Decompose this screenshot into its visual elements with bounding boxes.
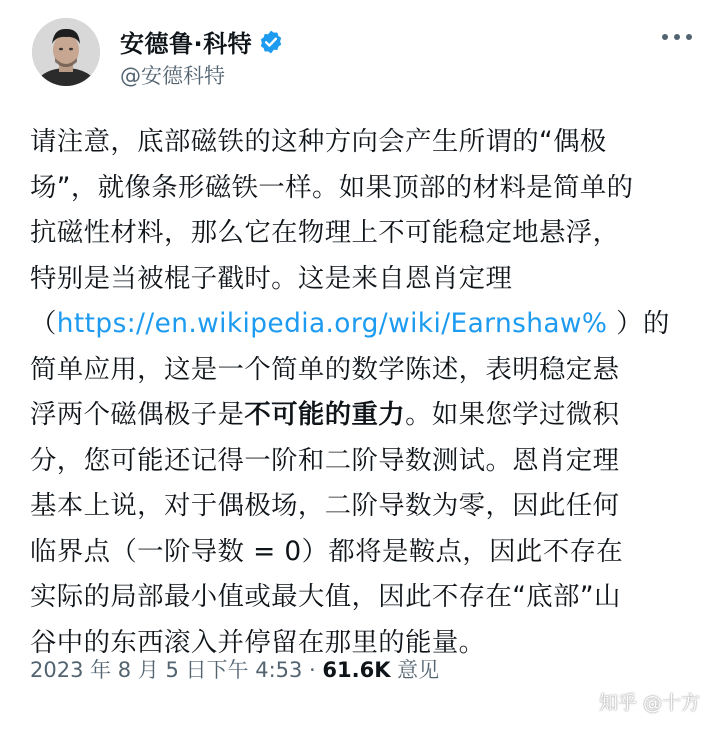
- tweet-line: 请注意，底部磁铁的这种方向会产生所谓的“偶极: [30, 126, 607, 157]
- avatar-photo: [32, 18, 100, 86]
- avatar[interactable]: [32, 18, 100, 86]
- tweet-line: 基本上说，对于偶极场，二阶导数为零，因此任何: [30, 490, 620, 521]
- tweet-header: [32, 18, 692, 88]
- bold-text: 不可能的重力: [244, 399, 406, 430]
- tweet-line: 临界点（一阶导数 = 0）都将是鞍点，因此不存在: [30, 535, 624, 567]
- tweet-line: 实际的局部最小值或最大值，因此不存在“底部”山: [30, 581, 621, 612]
- tweet-meta: [30, 654, 439, 684]
- author-name[interactable]: 安德鲁·科特: [120, 30, 253, 58]
- views-count: 61.6K: [322, 658, 391, 682]
- tweet-line-text: 。如果您学过微积: [405, 399, 620, 430]
- timestamp[interactable]: 2023 年 8 月 5 日下午 4:53 ·: [30, 658, 323, 682]
- tweet-line-text: ）的: [607, 308, 670, 339]
- more-options-icon[interactable]: [662, 32, 692, 42]
- tweet-line: [30, 392, 690, 438]
- tweet-line-text: （: [30, 308, 57, 339]
- author-handle[interactable]: @安德科特: [120, 64, 225, 88]
- tweet-line: 场”，就像条形磁铁一样。如果顶部的材料是简单的: [30, 171, 634, 203]
- tweet-line: 特别是当被棍子戳时。这是来自恩肖定理: [30, 262, 513, 294]
- tweet-line: 抗磁性材料，那么它在物理上不可能稳定地悬浮，: [30, 217, 620, 248]
- views-label: 意见: [390, 658, 440, 682]
- watermark: 知乎 @十方: [598, 692, 700, 714]
- tweet-text: [30, 119, 690, 665]
- tweet-line: [30, 301, 690, 347]
- tweet-line: 简单应用，这是一个简单的数学陈述，表明稳定悬: [30, 353, 620, 385]
- verified-badge-icon: [258, 29, 284, 55]
- tweet-line-text: 浮两个磁偶极子是: [30, 399, 245, 430]
- tweet-line: 谷中的东西滚入并停留在那里的能量。: [30, 626, 486, 658]
- tweet-line: 分，您可能还记得一阶和二阶导数测试。恩肖定理: [30, 444, 620, 476]
- wikipedia-link[interactable]: https://en.wikipedia.org/wiki/Earnshaw%: [56, 308, 608, 339]
